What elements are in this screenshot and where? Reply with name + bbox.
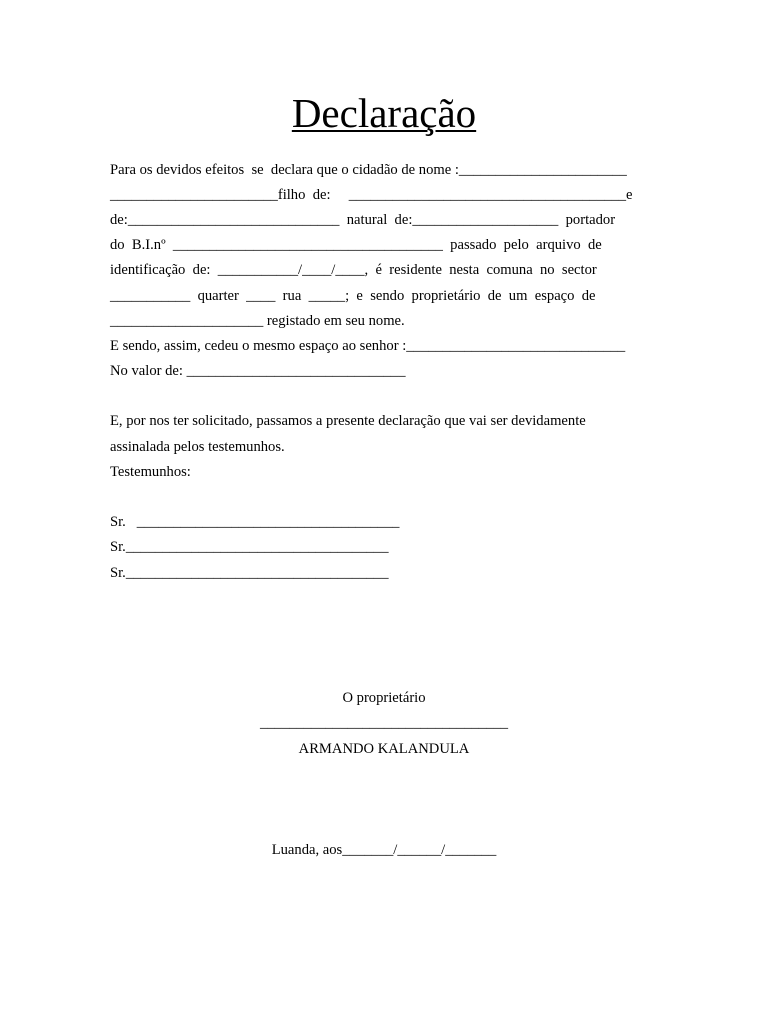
body-line: ___________ quarter ____ rua _____; e sendo proprietário de um espaço de <box>110 288 596 304</box>
witnesses-label: Testemunhos: <box>110 464 191 480</box>
body-line: E sendo, assim, cedeu o mesmo espaço ao senhor :______________________________ <box>110 338 626 354</box>
owner-name: ARMANDO KALANDULA <box>298 741 470 757</box>
place-date: Luanda, aos_______/______/_______ <box>271 842 497 858</box>
value-line: No valor de: ______________________________ <box>110 363 406 379</box>
witness-line: Sr. ____________________________________ <box>110 514 400 530</box>
document-title: Declaração <box>291 90 477 136</box>
body-line: identificação de: ___________/____/____, é residente nesta comuna no sector <box>110 262 597 278</box>
request-line: E, por nos ter solicitado, passamos a presente declaração que vai ser devidamente <box>110 413 586 429</box>
witness-line: Sr.____________________________________ <box>110 565 389 581</box>
body-line: _____________________ registado em seu nome. <box>110 313 405 329</box>
body-line: Para os devidos efeitos se declara que o cidadão de nome :_______________________ <box>110 162 627 178</box>
witness-line: Sr.____________________________________ <box>110 539 389 555</box>
request-line: assinalada pelos testemunhos. <box>110 439 285 455</box>
owner-signature-line: __________________________________ <box>259 715 509 731</box>
owner-label: O proprietário <box>342 690 426 706</box>
body-line: de:_____________________________ natural de:____________________ portador <box>110 212 616 228</box>
body-line: _______________________filho de: ______________________________________e <box>110 187 633 203</box>
body-line: do B.I.nº _____________________________________ passado pelo arquivo de <box>110 237 602 253</box>
